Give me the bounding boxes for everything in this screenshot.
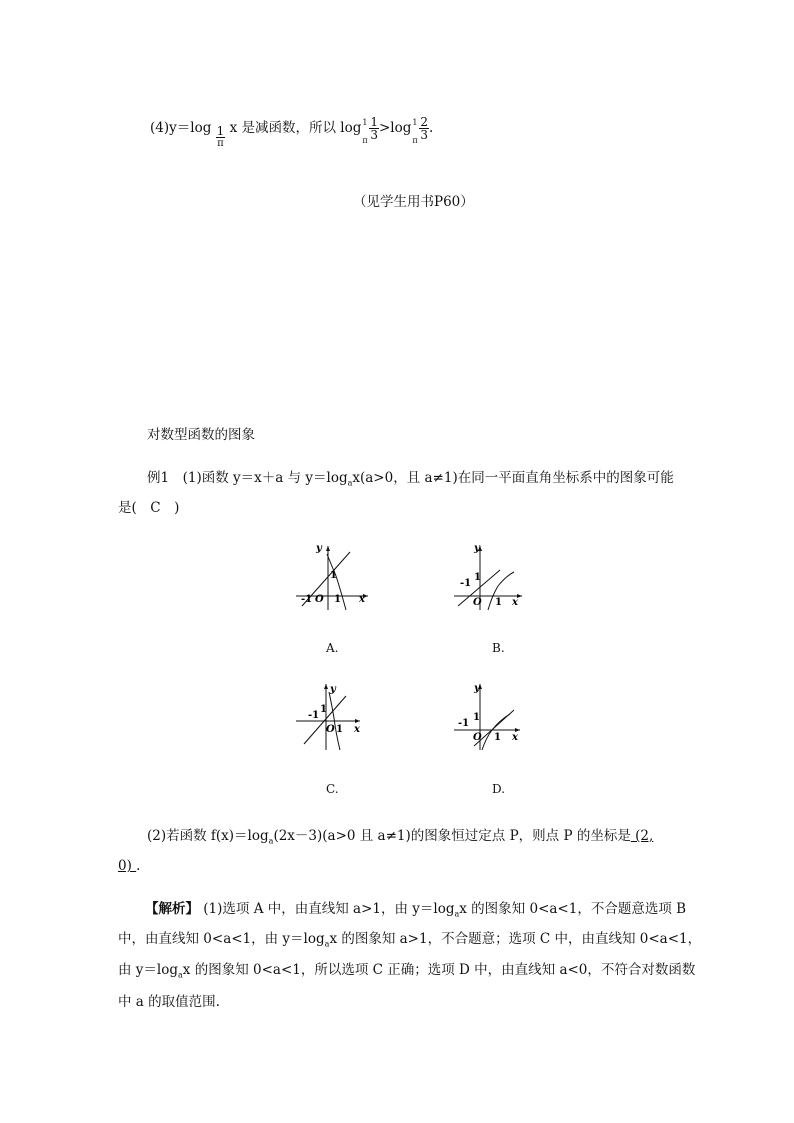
line4-end: . [429,120,434,136]
solution-line-4: 中 a 的取值范围. [118,994,220,1010]
x-label: x [354,724,360,735]
tick-x1: 1 [495,597,502,608]
sup1: 1 [362,117,368,127]
caption-d: D. [492,782,506,796]
origin-label: O [473,732,482,743]
fraction-1-over-pi [216,125,226,150]
example-line1-b: x(a>0，且 a≠1)在同一平面直角坐标系中的图象可能 [352,470,674,486]
line4-mid: x 是减函数，所以 log [225,120,362,136]
solution-line-1 [145,900,686,924]
sub2: π [412,135,418,145]
example-line1-sub: a [347,478,353,488]
tick-x1: 1 [336,724,343,735]
solution-line-2 [118,930,701,954]
caption-c: C. [326,782,339,796]
y-label: y [330,684,336,695]
y-label: y [474,543,480,554]
answer-blank-1: (2, [630,828,654,844]
fraction-2-over-3 [419,116,429,141]
x-label: x [512,597,518,608]
fraction-1-over-3 [369,116,379,141]
log-base-1 [361,117,369,145]
tick-y1: 1 [330,570,337,581]
origin-label: O [315,594,324,605]
tick-x1: 1 [494,732,501,743]
solution-label: 【解析】 [145,901,199,917]
sub1: π [362,135,368,145]
part2-line-1 [147,827,653,851]
frac2-den: 3 [370,128,378,142]
graph-d [452,680,532,752]
caption-a: A. [326,641,339,655]
solution-l1a: (1)选项 A 中，由直线知 a>1，由 y＝log [199,901,455,917]
frac1-den: π [217,138,224,149]
part2-pre: (2)若函数 f(x)＝log [147,828,269,844]
example-line1-a: 例1 (1)函数 y＝x＋a 与 y＝log [147,470,348,486]
log-base-2 [411,117,419,145]
x-label: x [359,594,365,605]
solution-l2b: x 的图象知 a>1，不合题意；选项 C 中，由直线知 0<a<1， [329,931,702,947]
y-label: y [316,543,322,554]
solution-l2a: 中，由直线知 0<a<1，由 y＝log [118,931,325,947]
tick-neg1: -1 [460,578,472,589]
tick-neg1: -1 [458,718,470,729]
part2-mid: (2x－3)(a>0 且 a≠1)的图象恒过定点 P，则点 P 的坐标是 [273,828,631,844]
part2-end: . [136,858,141,874]
sup2: 1 [412,117,418,127]
frac1-num: 1 [216,124,225,138]
graph-c [294,680,374,752]
answer-blank-2: 0) [118,858,137,874]
example-line-1 [147,469,674,493]
line-4 [150,116,433,150]
part2-sub: a [268,836,274,846]
frac2-num: 1 [370,115,378,129]
x-label: x [512,732,518,743]
line4-prefix: (4)y＝log [150,120,216,136]
section-title: 对数型函数的图象 [147,427,255,443]
y-label: y [474,683,480,694]
frac3-den: 3 [420,128,429,142]
reference-note: （见学生用书P60） [353,194,474,210]
origin-label: O [473,597,482,608]
y-axis-arrow [326,546,330,551]
solution-l1b: x 的图象知 0<a<1，不合题意选项 B [459,901,687,917]
graph-b [452,540,532,612]
tick-neg1: -1 [308,710,320,721]
solution-l3sub: a [178,970,183,980]
tick-y1: 1 [320,704,327,715]
tick-y1: 1 [473,712,480,723]
example-line-2: 是( C ) [118,500,180,516]
part2-line-2 [118,857,140,875]
solution-l3b: x 的图象知 0<a<1，所以选项 C 正确；选项 D 中，由直线知 a<0，不符合对数函数 [182,962,696,978]
solution-l1sub: a [454,909,460,919]
y-axis-arrow [324,684,328,689]
graph-a [294,540,374,612]
solution-l3a: 由 y＝log [118,962,179,978]
tick-x1: 1 [334,594,341,605]
origin-label: O [326,724,335,735]
tick-y1: 1 [474,572,481,583]
tick-neg1: -1 [301,594,313,605]
frac3-num: 2 [420,115,429,129]
solution-line-3 [118,961,695,985]
solution-l2sub: a [324,939,330,949]
x-axis-arrow [355,719,360,723]
caption-b: B. [492,641,505,655]
line4-gt: >log [379,120,412,136]
